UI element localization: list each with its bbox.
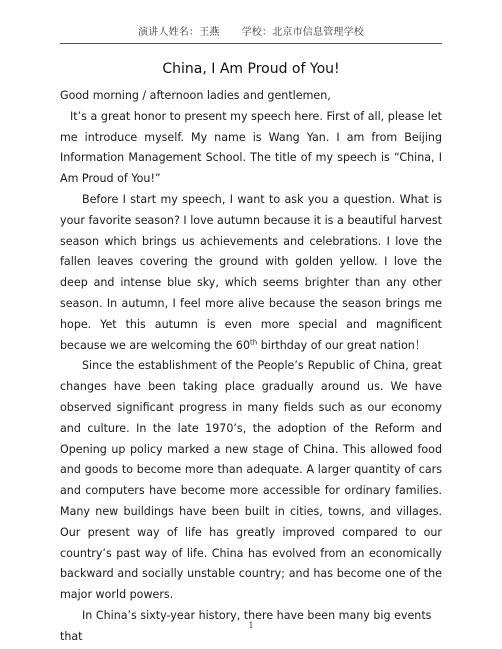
greeting-paragraph: Good morning / afternoon ladies and gentlemen, [60, 89, 331, 102]
paragraph-autumn-text: Before I start my speech, I want to ask you a question. What is your favorite season? I love autumn because it is a beautiful harvest season which brings us achievements and celebrations. I love the fallen leaves covering the ground with golden yellow. I love the deep and intense blue sky, which seems brighter than any other season. In autumn, I feel more alive because the season brings me hope. Yet this autumn is even more special and magnificent because we are welcoming the 60 [60, 192, 442, 352]
paragraph-autumn [60, 190, 442, 356]
header-rule [60, 43, 442, 44]
running-header [0, 23, 502, 38]
speech-title: China, I Am Proud of You! [162, 61, 340, 77]
paragraph-history: In China’s sixty-year history, there have been many big events that [60, 608, 432, 643]
paragraph-autumn-ending: birthday of our great nation！ [257, 338, 426, 352]
school-name: 学校：北京市信息管理学校 [241, 27, 364, 38]
paragraph-changes: Since the establishment of the People’s Republic of China, great changes have been taking place gradually around us. We have observed significant progress in many fields such as our economy and culture. In the late 1970’s, the adoption of the Reform and Opening up policy marked a new stage of China. This allowed food and goods to become more than adequate. A larger quantity of cars and computers have become more accessible for ordinary families. Many new buildings have been built in cities, towns, and villages. Our present way of life has greatly improved compared to our country’s past way of life. China has evolved from an economically backward and socially unstable country; and has become one of the major world powers. [60, 359, 442, 602]
page-number: 1 [248, 621, 254, 630]
speaker-name: 演讲人姓名：王燕 [137, 27, 220, 38]
paragraph-introduction: It’s a great honor to present my speech here. First of all, please let me introduce myself. My name is Wang Yan. I am from Beijing Information Management School. The title of my speech is “China, I Am Proud of You!” [60, 109, 442, 186]
ordinal-suffix: th [250, 337, 258, 346]
speech-body [60, 86, 442, 648]
